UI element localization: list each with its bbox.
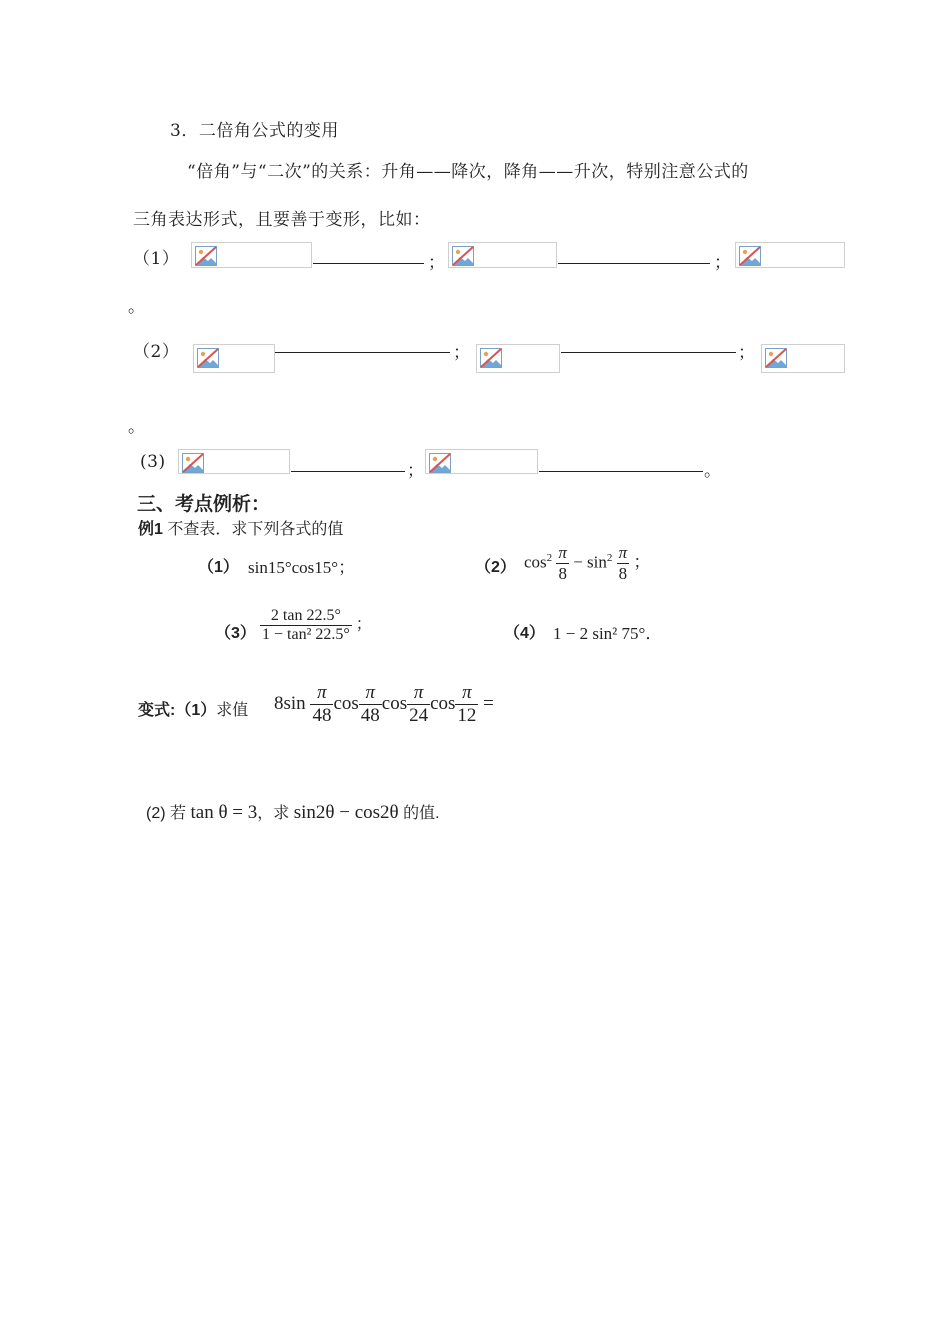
paragraph-line-1: “倍角”与“二次”的关系：升角——降次，降角——升次，特别注意公式的 <box>187 162 749 182</box>
p2-den1: 8 <box>558 564 567 583</box>
variant2-line <box>146 800 440 824</box>
v1-frac1 <box>310 682 333 727</box>
v1-den2: 48 <box>360 705 380 726</box>
variant2-expr: sin2θ − cos2θ <box>293 802 399 823</box>
v1-den3: 24 <box>409 705 429 726</box>
v1-eq: = <box>483 692 494 714</box>
period: 。 <box>128 417 146 437</box>
broken-image-icon <box>425 449 538 474</box>
row2-label: （2） <box>133 342 180 362</box>
problem3-expr <box>260 607 372 644</box>
broken-image-icon <box>178 449 290 474</box>
p2-frac1 <box>556 543 569 584</box>
variant1-label: （1） <box>175 702 217 719</box>
variant2-label: (2) <box>146 805 166 822</box>
section-heading: 3．二倍角公式的变用 <box>170 121 339 141</box>
variant2-mid: ，求 <box>257 805 290 822</box>
v1-den1: 48 <box>312 705 332 726</box>
v1-frac4 <box>455 682 478 727</box>
separator: ； <box>714 253 732 273</box>
problem2-label: （2） <box>475 559 516 576</box>
p2-sq2: 2 <box>606 551 613 564</box>
v1-den4: 12 <box>457 705 477 726</box>
v1-pi3: π <box>407 682 430 705</box>
broken-image-icon <box>476 344 560 373</box>
separator: ； <box>738 343 756 363</box>
blank-line <box>558 263 710 264</box>
v1-pi1: π <box>310 682 333 705</box>
p3-den: 1 − tan² 22.5° <box>262 626 350 643</box>
row3-label: (3) <box>140 452 166 472</box>
period: 。 <box>704 461 722 481</box>
v1-frac2 <box>359 682 382 727</box>
problem2-expr <box>524 543 650 584</box>
separator: ； <box>407 461 425 481</box>
problem3-label: （3） <box>215 625 256 642</box>
variant1-prefix <box>138 697 248 720</box>
problem4-label: （4） <box>504 625 545 642</box>
p2-end: ； <box>633 552 651 572</box>
variant2-cond: tan θ = 3 <box>190 802 258 823</box>
problem4-expr: 1 − 2 sin² 75°． <box>553 624 663 643</box>
example1-text: 不查表．求下列各式的值 <box>167 521 344 538</box>
blank-line <box>539 471 703 472</box>
separator: ； <box>453 343 471 363</box>
problem1-expr: sin15°cos15°； <box>248 558 356 577</box>
p2-cos: cos <box>524 552 547 572</box>
v1-cos1: cos <box>333 692 359 714</box>
p3-frac <box>260 607 352 644</box>
variant1-expr <box>274 682 494 727</box>
examples-heading: 三、考点例析： <box>137 494 271 515</box>
broken-image-icon <box>191 242 312 268</box>
example1-label: 例1 <box>138 521 163 538</box>
v1-lead: 8sin <box>274 692 306 714</box>
blank-line <box>561 352 736 353</box>
broken-image-icon <box>448 242 557 268</box>
blank-line <box>291 471 405 472</box>
p3-num: 2 tan 22.5° <box>260 607 352 626</box>
v1-cos2: cos <box>381 692 408 714</box>
row1-label: （1） <box>133 249 180 269</box>
variant2-if: 若 <box>170 805 187 822</box>
variant-label: 变式: <box>138 702 176 719</box>
p2-pi2: π <box>618 543 628 562</box>
v1-frac3 <box>407 682 430 727</box>
paragraph-line-2: 三角表达形式，且要善于变形，比如： <box>133 210 431 230</box>
p2-den2: 8 <box>618 564 628 583</box>
blank-line <box>275 352 450 353</box>
problem1-label: （1） <box>198 559 239 576</box>
v1-pi4: π <box>455 682 478 705</box>
v1-pi2: π <box>359 682 382 705</box>
v1-cos3: cos <box>430 692 456 714</box>
blank-line <box>313 263 424 264</box>
example1-title <box>138 516 343 539</box>
p2-minus-sin: − sin <box>573 552 607 572</box>
variant1-text: 求值 <box>216 702 249 719</box>
broken-image-icon <box>735 242 845 268</box>
period: 。 <box>128 297 146 317</box>
p2-sq1: 2 <box>546 551 553 564</box>
variant2-tail: 的值. <box>403 805 440 822</box>
p2-pi1: π <box>558 543 567 562</box>
broken-image-icon <box>193 344 275 373</box>
p3-end: ； <box>355 616 372 634</box>
broken-image-icon <box>761 344 845 373</box>
separator: ； <box>428 253 446 273</box>
p2-frac2 <box>617 543 630 584</box>
